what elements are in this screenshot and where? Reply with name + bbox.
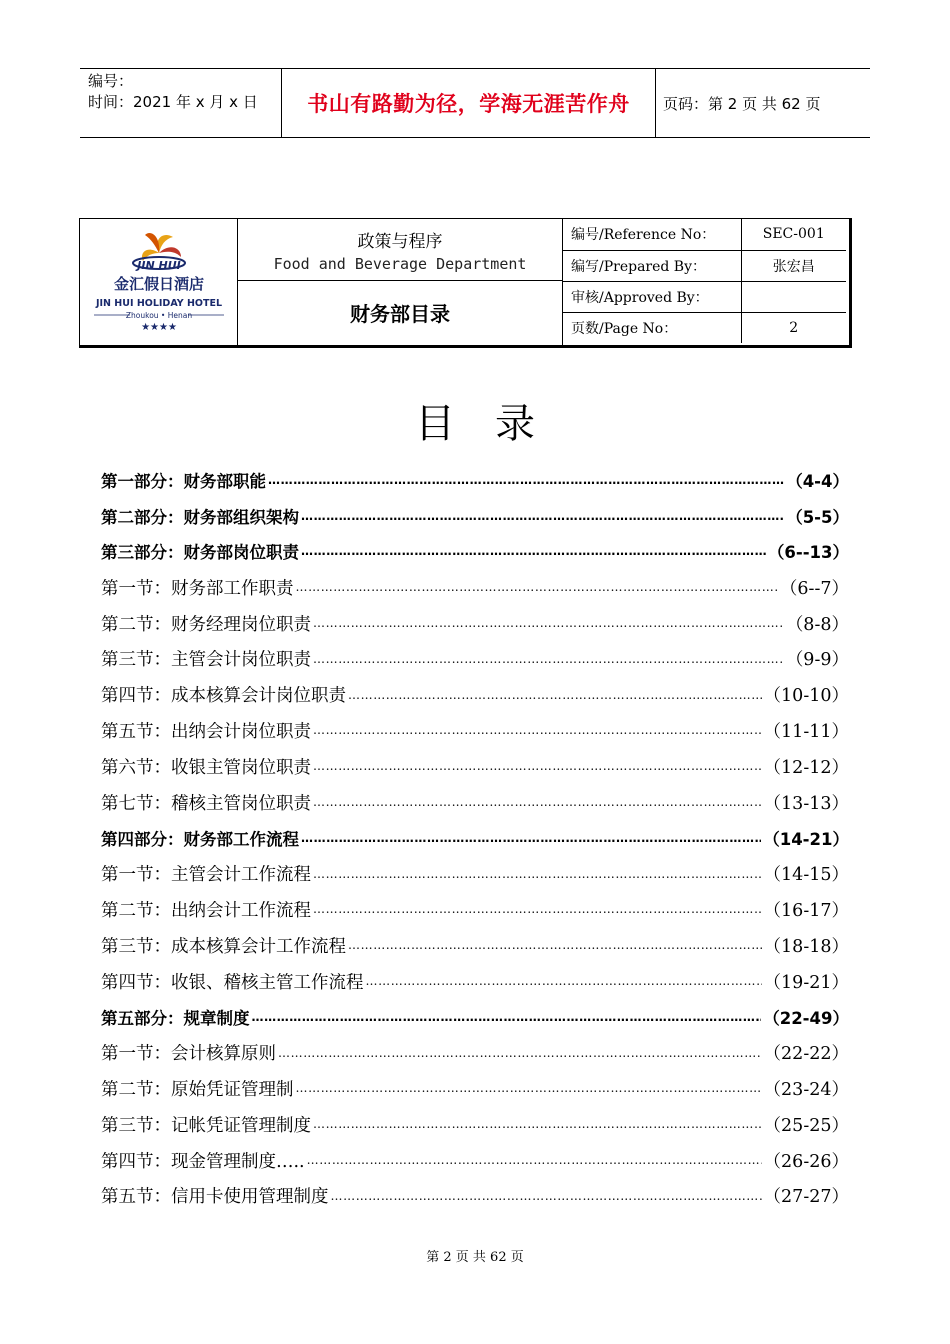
toc-entry-label: 第一节：财务部工作职责 bbox=[101, 578, 294, 599]
toc-leader-dots bbox=[348, 938, 762, 952]
toc-entry-page-range: （27-27） bbox=[763, 1187, 849, 1208]
toc-entry-label: 第六节：收银主管岗位职责 bbox=[101, 757, 311, 778]
toc-entry-page-range: （19-21） bbox=[763, 972, 849, 993]
toc-entry-label: 第四节：收银、稽核主管工作流程 bbox=[101, 972, 364, 993]
meta-value bbox=[741, 281, 846, 312]
toc-entry-page-range: （22-49） bbox=[763, 1008, 849, 1028]
toc-entry-page-range: （5-5） bbox=[786, 507, 849, 527]
toc-entry-label: 第五部分：规章制度 bbox=[101, 1008, 250, 1028]
toc-section-entry bbox=[101, 605, 849, 641]
toc-section-entry bbox=[101, 892, 849, 928]
policy-title-cn: 政策与程序 bbox=[357, 232, 443, 252]
toc-leader-dots bbox=[331, 1189, 762, 1203]
toc-part-entry bbox=[101, 534, 849, 570]
toc-entry-label: 第四部分：财务部工作流程 bbox=[101, 829, 299, 849]
toc-entry-page-range: （10-10） bbox=[763, 686, 849, 707]
toc-entry-label: 第五节：出纳会计岗位职责 bbox=[101, 721, 311, 742]
header-left bbox=[88, 71, 280, 113]
toc-entry-label: 第二节：出纳会计工作流程 bbox=[101, 900, 311, 921]
toc-entry-page-range: （6--13） bbox=[767, 543, 849, 563]
toc-entry-page-range: （22-22） bbox=[763, 1044, 849, 1065]
toc-leader-dots bbox=[301, 831, 761, 845]
toc-entry-label: 第五节：信用卡使用管理制度 bbox=[101, 1187, 329, 1208]
document-number-label: 编号： bbox=[88, 72, 134, 90]
toc-entry-label: 第四节：成本核算会计岗位职责 bbox=[101, 686, 346, 707]
policy-title-cell bbox=[238, 219, 563, 345]
toc-leader-dots bbox=[313, 723, 762, 737]
toc-entry-page-range: （4-4） bbox=[786, 471, 849, 491]
toc-leader-dots bbox=[313, 902, 762, 916]
meta-value: 张宏昌 bbox=[741, 250, 846, 281]
toc-entry-page-range: （14-21） bbox=[763, 829, 849, 849]
toc-entry-page-range: （18-18） bbox=[763, 936, 849, 957]
logo-location: Zhoukou • Henan bbox=[125, 311, 193, 320]
meta-row bbox=[563, 281, 846, 312]
toc-part-entry bbox=[101, 820, 849, 856]
toc-leader-dots bbox=[313, 616, 784, 630]
toc-entry-page-range: （12-12） bbox=[763, 757, 849, 778]
toc-entry-page-range: （26-26） bbox=[763, 1151, 849, 1172]
toc-entry-label: 第三节：记帐凭证管理制度 bbox=[101, 1115, 311, 1136]
meta-label: 页数/Page No： bbox=[571, 320, 678, 337]
toc-section-entry bbox=[101, 713, 849, 749]
toc-part-entry bbox=[101, 999, 849, 1035]
policy-subtitle: 财务部目录 bbox=[350, 302, 450, 326]
hotel-logo-graphic bbox=[80, 219, 237, 345]
logo-name-en: JIN HUI HOLIDAY HOTEL bbox=[95, 298, 223, 309]
toc-section-entry bbox=[101, 1142, 849, 1178]
toc-section-entry bbox=[101, 927, 849, 963]
meta-row bbox=[563, 312, 846, 343]
toc-entry-label: 第三节：主管会计岗位职责 bbox=[101, 650, 311, 671]
toc-leader-dots bbox=[301, 544, 766, 558]
toc-entry-label: 第一部分：财务部职能 bbox=[101, 471, 266, 491]
toc-entry-page-range: （9-9） bbox=[785, 650, 849, 671]
meta-value: 2 bbox=[741, 312, 846, 343]
toc-entry-label: 第三节：成本核算会计工作流程 bbox=[101, 936, 346, 957]
toc-entry-page-range: （11-11） bbox=[763, 721, 849, 742]
toc-leader-dots bbox=[278, 1046, 762, 1060]
toc-section-entry bbox=[101, 1178, 849, 1214]
toc-leader-dots bbox=[296, 1081, 762, 1095]
toc-leader-dots bbox=[313, 1117, 762, 1131]
toc-leader-dots bbox=[301, 509, 784, 523]
toc-section-entry bbox=[101, 784, 849, 820]
document-header bbox=[80, 68, 870, 138]
toc-entry-label: 第一节：会计核算原则 bbox=[101, 1044, 276, 1065]
toc-section-entry bbox=[101, 856, 849, 892]
toc-section-entry bbox=[101, 677, 849, 713]
policy-title-en: Food and Beverage Department bbox=[273, 255, 527, 273]
hotel-logo bbox=[80, 219, 238, 345]
toc-entry-label: 第二部分：财务部组织架构 bbox=[101, 507, 299, 527]
policy-header-table bbox=[79, 218, 852, 348]
toc-section-entry bbox=[101, 569, 849, 605]
toc-leader-dots bbox=[313, 795, 762, 809]
toc-entry-page-range: （25-25） bbox=[763, 1115, 849, 1136]
toc-entry-page-range: （23-24） bbox=[763, 1079, 849, 1100]
toc-section-entry bbox=[101, 963, 849, 999]
toc-entry-label: 第七节：稽核主管岗位职责 bbox=[101, 793, 311, 814]
toc-entry-label: 第四节：现金管理制度….. bbox=[101, 1151, 305, 1172]
toc-leader-dots bbox=[366, 974, 762, 988]
policy-title-block bbox=[238, 219, 562, 281]
toc-section-entry bbox=[101, 641, 849, 677]
meta-label: 编写/Prepared By： bbox=[563, 250, 741, 281]
motto-banner: 书山有路勤为径，学海无涯苦作舟 bbox=[281, 69, 656, 137]
meta-row bbox=[563, 250, 846, 281]
toc-entry-label: 第二节：原始凭证管理制 bbox=[101, 1079, 294, 1100]
toc-section-entry bbox=[101, 748, 849, 784]
meta-label: 审核/Approved By： bbox=[563, 281, 741, 312]
toc-leader-dots bbox=[313, 759, 762, 773]
toc-part-entry bbox=[101, 498, 849, 534]
toc-entry-label: 第一节：主管会计工作流程 bbox=[101, 865, 311, 886]
document-date: 时间：2021 年 x 月 x 日 bbox=[88, 93, 258, 111]
toc-leader-dots bbox=[252, 1010, 762, 1024]
toc-leader-dots bbox=[313, 867, 762, 881]
logo-name-cn: 金汇假日酒店 bbox=[113, 275, 205, 293]
table-of-contents bbox=[101, 462, 849, 1214]
toc-leader-dots bbox=[307, 1153, 762, 1167]
toc-title: 目录 bbox=[415, 401, 575, 447]
toc-leader-dots bbox=[296, 580, 778, 594]
logo-brand-mark: JIN HUI bbox=[137, 259, 181, 272]
toc-entry-label: 第二节：财务经理岗位职责 bbox=[101, 614, 311, 635]
toc-entry-page-range: （13-13） bbox=[763, 793, 849, 814]
toc-entry-page-range: （16-17） bbox=[763, 900, 849, 921]
page-footer: 第 2 页 共 62 页 bbox=[426, 1250, 524, 1265]
meta-row bbox=[563, 219, 846, 250]
toc-part-entry bbox=[101, 462, 849, 498]
toc-leader-dots bbox=[313, 652, 784, 666]
toc-section-entry bbox=[101, 1035, 849, 1071]
toc-entry-page-range: （6--7） bbox=[779, 578, 849, 599]
toc-leader-dots bbox=[268, 473, 784, 487]
header-page-info: 页码：第 2 页 共 62 页 bbox=[663, 94, 821, 113]
toc-section-entry bbox=[101, 1071, 849, 1107]
toc-leader-dots bbox=[348, 688, 762, 702]
policy-meta-table bbox=[563, 219, 846, 343]
toc-entry-page-range: （14-15） bbox=[763, 865, 849, 886]
toc-entry-page-range: （8-8） bbox=[785, 614, 849, 635]
toc-entry-label: 第三部分：财务部岗位职责 bbox=[101, 543, 299, 563]
logo-stars: ★★★★ bbox=[141, 322, 177, 333]
toc-section-entry bbox=[101, 1106, 849, 1142]
meta-value: SEC-001 bbox=[741, 219, 846, 250]
meta-label: 编号/Reference No： bbox=[563, 219, 741, 250]
